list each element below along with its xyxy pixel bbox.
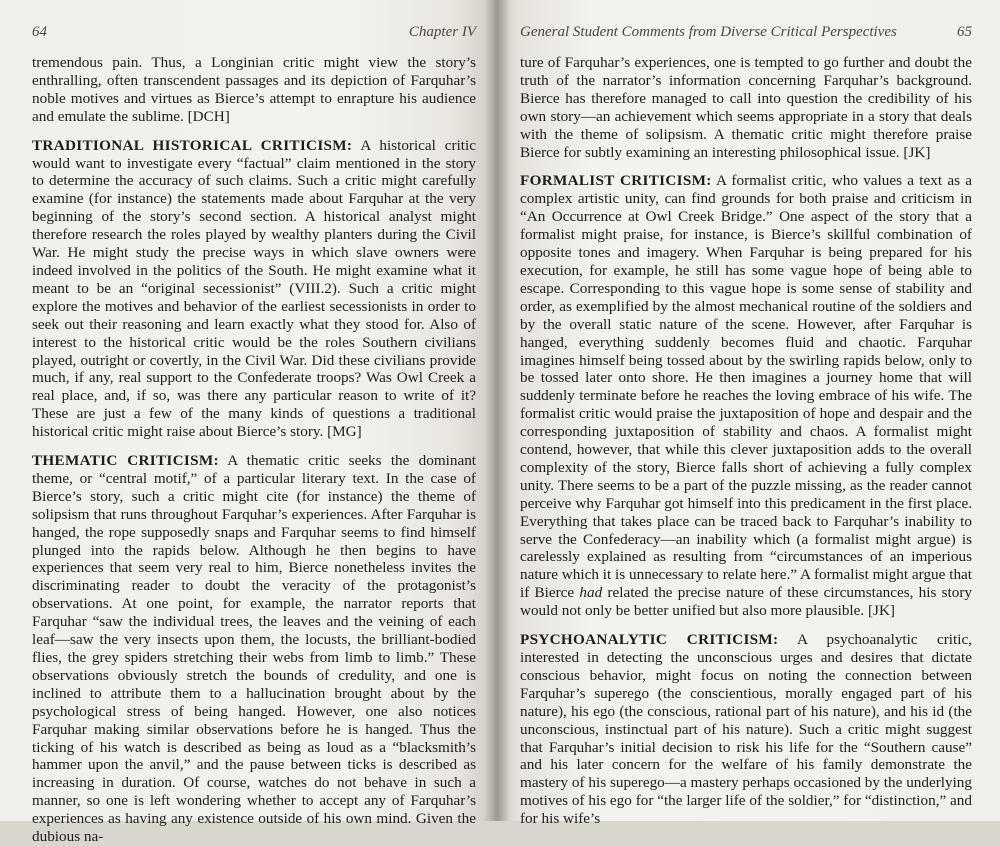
emphasis-word: had [579, 584, 603, 602]
paragraph-continuation: ture of Farquhar’s experiences, one is tempted to go further and doubt the truth of the narrator’s information concerning Farquhar’s background. Bierce has therefore managed to call into question the credibility of his own story—an achievement which seems appropriate in a story that deals with the theme of solipsism. A thematic critic might therefore praise Bierce for subtly examining an interesting philosophical issue. [JK] [520, 54, 972, 161]
right-body-text [520, 54, 972, 828]
chapter-subtitle: General Student Comments from Diverse Critical Perspectives [520, 24, 897, 40]
section-body: A historical critic would want to investigate every “factual” claim mentioned in the story to determine the accuracy of such claims. Such a critic might carefully examine (for instance) the statements made about Farquhar at the very beginning of the story’s second section. A historical analyst might therefore research the roles played by wealthy planters during the Civil War. He might study the precise ways in which slave owners were indeed involved in the politics of the South. He might examine what it meant to be an “original secessionist” (VIII.2). Such a critic might explore the motives and behavior of the earliest secessionists in order to seek out their reasoning and learn exactly what they stood for. Also of interest to the historical critic would be the roles Southern civilians played, outright or covertly, in the Civil War. Did these civilians provide much, if any, real support to the Confederate troops? Was Owl Creek a real place, and, if so, was there any particular reason to write of it? These are just a few of the many kinds of questions a traditional historical critic might raise about Bierce’s story. [MG] [32, 136, 476, 441]
section-heading: PSYCHOANALYTIC CRITICISM: [520, 631, 779, 649]
section-body: A formalist critic, who values a text as a complex artistic unity, can find grounds for both praise and criticism in “An Occurrence at Owl Creek Bridge.” One aspect of the story that a formalist might praise, for instance, is Bierce’s skillful combination of opposite tones and imagery. When Farquhar is being prepared for his execution, for example, he still has some vague hope of being able to escape. Corresponding to this vague hope is some sense of stability and order, as exemplified by the almost mechanical routine of the soldiers and by the overall static nature of the scene. However, after Farquhar is hanged, everything suddenly becomes fluid and chaotic. Farquhar imagines himself being tossed about by the swirling rapids below, only to be tossed later onto shore. He then imagines a journey home that will suddenly terminate before he reaches the loving embrace of his wife. The formalist critic would praise the juxtaposition of hope and despair and the corresponding juxtaposition of stability and chaos. A formalist might contend, however, that while this clever juxtaposition adds to the overall complexity of the story, Bierce falls short of achieving a fully complex unity. There seems to be a part of the puzzle missing, as the reader cannot perceive why Farquhar got himself into this predicament in the first place. Everything that takes place can be traced back to Farquhar’s inability to serve the Confederacy—an inability which (a formalist might argue) is carelessly explained as resulting from “circumstances of an imperious nature which it is unnecessary to relate here.” A formalist might argue that if Bierce [520, 172, 972, 602]
page-number: 64 [32, 24, 47, 40]
section-psychoanalytic-criticism [520, 631, 972, 828]
section-heading: TRADITIONAL HISTORICAL CRITICISM: [32, 136, 353, 154]
section-thematic-criticism [32, 452, 476, 846]
section-body-end: related the precise nature of these circumstances, his story would not only be better unified but also more plausible. [JK] [520, 584, 972, 620]
section-heading: THEMATIC CRITICISM: [32, 452, 219, 470]
left-page [0, 0, 494, 846]
section-body: A thematic critic seeks the dominant theme, or “central motif,” of a particular literary text. In the case of Bierce’s story, such a critic might cite (for instance) the theme of solipsism that runs throughout Farquhar’s experiences. After Farquhar is hanged, the rope supposedly snaps and Farquhar seems to find himself plunged into the rapids below. Although he then begins to have experiences that seem very real to him, Bierce nonetheless invites the discriminating reader to doubt the veracity of the protagonist’s observations. At one point, for example, the narrator reports that Farquhar “saw the individual trees, the leaves and the veining of each leaf—saw the very insects upon them, the locusts, the brilliant-bodied flies, the grey spiders stretching their webs from limb to limb.” These observations obviously stretch the bounds of credulity, and one is inclined to attribute them to a hallucination brought about by the psychological stress of being hanged. However, one also notices Farquhar making similar observations before he is hanged. Thus the ticking of his watch is described as being as loud as a “blacksmith’s hammer upon the anvil,” and the pause between ticks is described as increasing in duration. Of course, watches do not behave in such a manner, so one is left wondering whether to accept any of Farquhar’s experiences as having any existence outside of his own mind. Given the dubious na- [32, 452, 477, 846]
page-number: 65 [957, 24, 972, 40]
left-body-text [32, 54, 476, 846]
paragraph-continuation: tremendous pain. Thus, a Longinian critic might view the story’s enthralling, often transcendent passages and its depiction of Farquhar’s noble motives and virtues as Bierce’s attempt to enrapture his audience and emulate the sublime. [DCH] [32, 54, 476, 125]
section-body: A psychoanalytic critic, interested in detecting the unconscious urges and desires that dictate conscious behavior, might focus on noting the connection between Farquhar’s superego (the conscientious, morally engaged part of his nature), his ego (the conscious, rational part of his nature), and his id (the unconscious, instinctual part of his nature). Such a critic might suggest that Farquhar’s initial decision to risk his life for the “Southern cause” and his later concern for the welfare of his family demonstrate the mastery of his superego—a mastery perhaps occasioned by the underlying motives of his ego for “the larger life of the soldier,” for “distinction,” and for his wife’s [520, 631, 972, 828]
section-formalist-criticism [520, 172, 972, 620]
section-heading: FORMALIST CRITICISM: [520, 172, 712, 190]
chapter-title: Chapter IV [408, 24, 476, 40]
right-page [494, 0, 1000, 828]
section-historical-criticism [32, 137, 476, 441]
left-running-head [32, 24, 476, 44]
right-running-head [520, 24, 972, 44]
